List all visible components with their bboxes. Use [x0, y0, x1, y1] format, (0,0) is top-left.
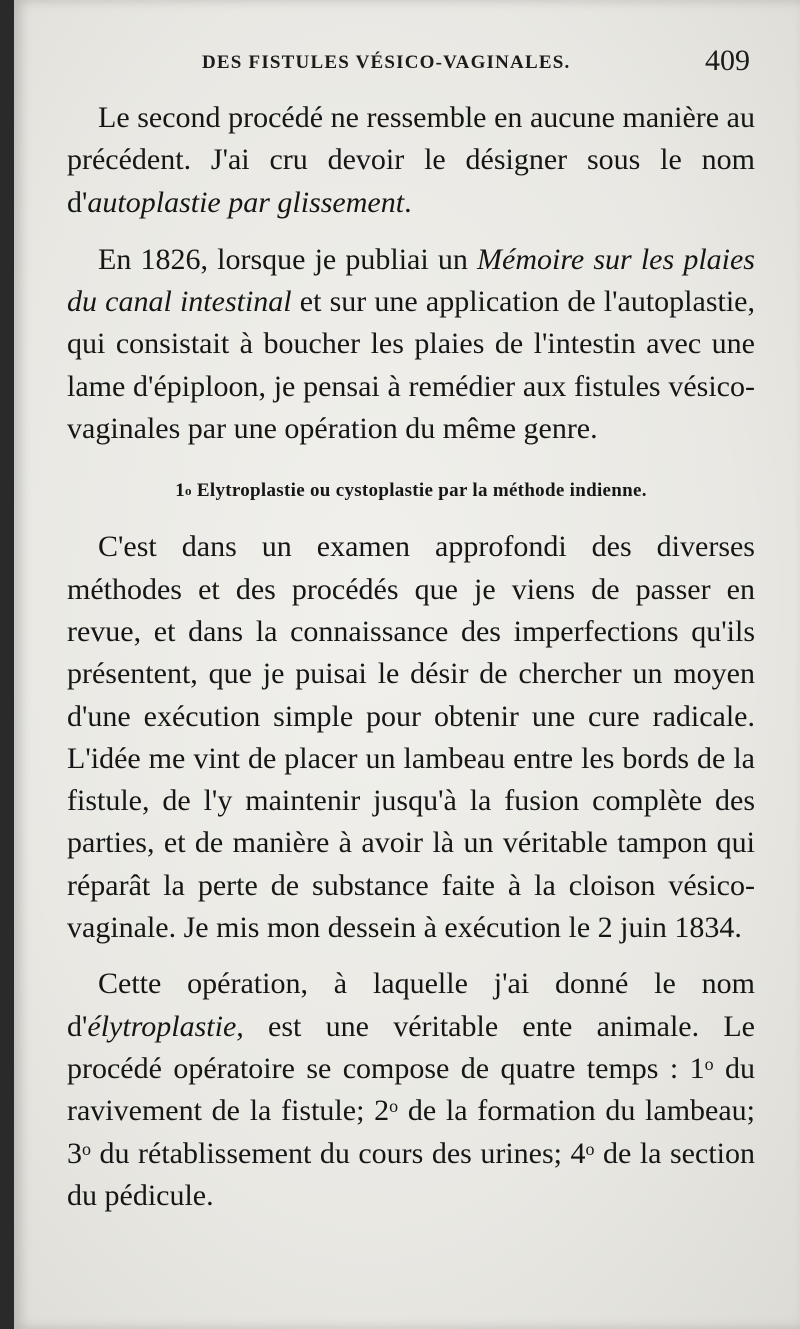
paragraph-1-italic: autoplastie par glissement: [87, 185, 405, 219]
paragraph-4-text: Cette opération, à laquelle j'ai donné le nom d': [67, 967, 755, 1043]
section-heading: [67, 478, 755, 504]
ordinal-1: o: [704, 1053, 714, 1074]
paragraph-4-part-f: de la section du pédicule.: [67, 1136, 755, 1212]
paragraph-4-part-b: est une véritable ente animale. Le procédé opératoire se compose de quatre temps : 1: [67, 1009, 755, 1085]
ordinal-3: o: [82, 1138, 91, 1159]
paragraph-1-text: Le second procédé ne ressemble en aucune manière au précédent. J'ai cru devoir le désigner sous le nom d': [67, 101, 755, 219]
paragraph-2-end: et sur une application de l'autoplastie, qui consistait à boucher les plaies de l'intestin avec une lame d'épiploon, je pensai à remédier aux fistules vésico-vaginales par une opération du même genre.: [67, 285, 755, 446]
paragraph-2-text: En 1826, lorsque je publiai un: [98, 242, 478, 276]
paragraph-3: C'est dans un examen approfondi des diverses méthodes et des procédés que je viens de passer en revue, et dans la connaissance des imperfections qu'ils présentent, que je puisai le désir de chercher un moyen d'une exécution simple pour obtenir une cure radicale. L'idée me vint de placer un lambeau entre les bords de la fistule, de l'y maintenir jusqu'à la fusion complète des parties, et de manière à avoir là un véritable tampon qui réparât la perte de substance faite à la cloison vésico-vaginale. Je mis mon dessein à exécution le 2 juin 1834.: [67, 530, 755, 945]
paragraph-2: [67, 239, 755, 450]
ordinal-4: o: [585, 1138, 595, 1159]
section-heading-number: 1: [175, 480, 186, 502]
paragraph-4: [67, 963, 755, 1217]
section-heading-text: Elytroplastie ou cystoplastie par la méthode indienne.: [191, 480, 647, 502]
running-title: DES FISTULES VÉSICO-VAGINALES.: [202, 52, 571, 73]
page-header: [202, 44, 750, 84]
book-page: [14, 0, 800, 1329]
paragraph-1: [67, 97, 755, 224]
page-body: [67, 97, 755, 1217]
section-heading-ordinal: o: [185, 483, 192, 499]
page-number: 409: [705, 44, 750, 77]
paragraph-4-part-c: du ravivement de la fistule; 2: [67, 1051, 756, 1128]
paragraph-4-part-e: du rétablissement du cours des urines; 4: [91, 1136, 586, 1170]
paragraph-4-part-d: de la formation du lambeau; 3: [67, 1094, 755, 1170]
paragraph-4-italic: élytroplastie,: [87, 1009, 244, 1043]
paragraph-1-end: .: [404, 185, 412, 219]
ordinal-2: o: [389, 1096, 399, 1117]
paragraph-2-italic: Mémoire sur les plaies du canal intestinal: [67, 242, 755, 319]
